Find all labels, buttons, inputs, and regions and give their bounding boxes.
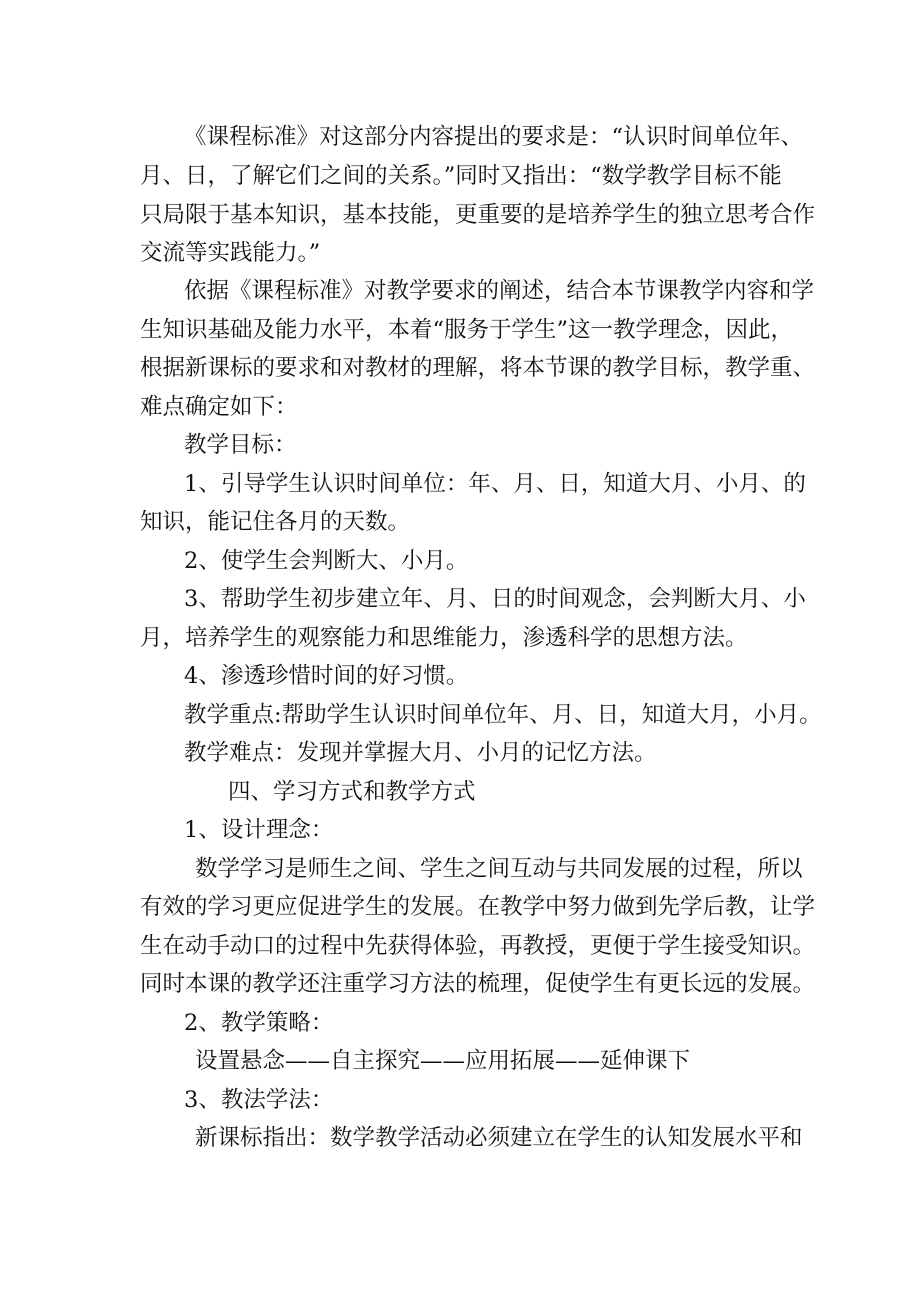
- paragraph-line: 同时本课的教学还注重学习方法的梳理，促使学生有更长远的发展。: [140, 971, 816, 997]
- section-title: 四、学习方式和教学方式: [228, 779, 476, 805]
- goal-item-4: 4、渗透珍惜时间的好习惯。: [184, 663, 469, 689]
- paragraph-line: 有效的学习更应促进学生的发展。在教学中努力做到先学后教，让学: [140, 894, 816, 920]
- paragraph-line: 数学学习是师生之间、学生之间互动与共同发展的过程，所以: [195, 856, 803, 882]
- paragraph-line: 生知识基础及能力水平，本着“服务于学生”这一教学理念，因此，: [140, 317, 794, 343]
- paragraph-line: 《课程标准》对这部分内容提出的要求是：“认识时间单位年、: [184, 124, 804, 150]
- paragraph-line: 交流等实践能力。”: [140, 240, 321, 266]
- method-heading: 3、教法学法：: [184, 1087, 334, 1113]
- paragraph-line: 月、日，了解它们之间的关系。”同时又指出：“数学教学目标不能: [140, 163, 782, 189]
- paragraph-line: 只局限于基本知识，基本技能，更重要的是培养学生的独立思考合作: [140, 202, 816, 228]
- goal-item-3-continued: 月，培养学生的观察能力和思维能力，渗透科学的思想方法。: [140, 625, 748, 651]
- goal-item-2: 2、使学生会判断大、小月。: [184, 548, 469, 574]
- goals-heading: 教学目标：: [184, 432, 297, 458]
- strategy-text: 设置悬念——自主探究——应用拓展——延伸课下: [195, 1048, 691, 1074]
- paragraph-line: 依据《课程标准》对教学要求的阐述，结合本节课教学内容和学: [184, 278, 815, 304]
- goal-item-3: 3、帮助学生初步建立年、月、日的时间观念，会判断大月、小: [184, 586, 806, 612]
- paragraph-line: 根据新课标的要求和对教材的理解，将本节课的教学目标，教学重、: [140, 355, 816, 381]
- design-concept-heading: 1、设计理念：: [184, 817, 334, 843]
- goal-item-1-continued: 知识，能记住各月的天数。: [140, 509, 411, 535]
- paragraph-line: 难点确定如下：: [140, 394, 298, 420]
- difficult-point: 教学难点：发现并掌握大月、小月的记忆方法。: [184, 740, 657, 766]
- method-text: 新课标指出：数学教学活动必须建立在学生的认知发展水平和: [195, 1125, 803, 1151]
- goal-item-1: 1、引导学生认识时间单位：年、月、日，知道大月、小月、的: [184, 471, 806, 497]
- paragraph-line: 生在动手动口的过程中先获得体验，再教授，更便于学生接受知识。: [140, 933, 816, 959]
- key-point: 教学重点:帮助学生认识时间单位年、月、日，知道大月，小月。: [184, 702, 822, 728]
- strategy-heading: 2、教学策略：: [184, 1010, 334, 1036]
